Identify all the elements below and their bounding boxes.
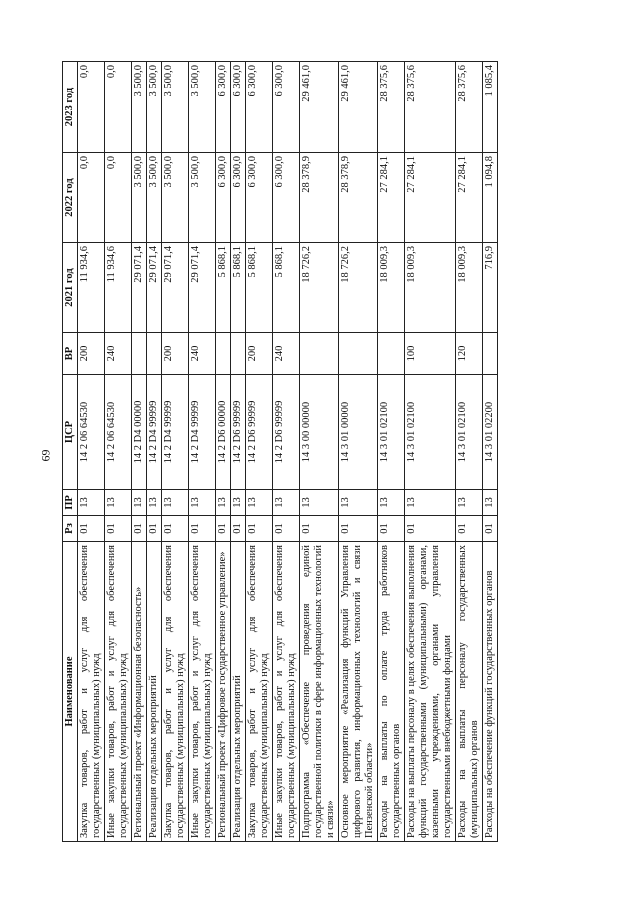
cell-2022: 1 094,8	[483, 153, 498, 243]
cell-2021: 18 009,3	[456, 243, 483, 333]
header-2021: 2021 год	[63, 243, 78, 333]
cell-pr: 13	[456, 490, 483, 516]
cell-rz: 01	[483, 516, 498, 542]
cell-2023: 29 461,0	[339, 62, 378, 153]
cell-vr	[300, 333, 339, 375]
cell-vr: 200	[78, 333, 105, 375]
header-rz: Рз	[63, 516, 78, 542]
header-csr: ЦСР	[63, 375, 78, 490]
table-row	[78, 62, 105, 842]
cell-2023: 3 500,0	[132, 62, 147, 153]
cell-rz: 01	[405, 516, 456, 542]
cell-rz: 01	[132, 516, 147, 542]
cell-pr: 13	[339, 490, 378, 516]
budget-table	[62, 61, 498, 842]
cell-rz: 01	[162, 516, 189, 542]
page-number: 69	[38, 449, 53, 462]
cell-2022: 6 300,0	[246, 153, 273, 243]
cell-2023: 28 375,6	[378, 62, 405, 153]
cell-name: Закупка товаров, работ и услуг для обеспечения государственных (муниципальных) нужд	[162, 542, 189, 842]
cell-name: Реализация отдельных мероприятий	[231, 542, 246, 842]
table-row	[405, 62, 456, 842]
cell-pr: 13	[216, 490, 231, 516]
cell-2023: 29 461,0	[300, 62, 339, 153]
table-row	[189, 62, 216, 842]
table-row	[339, 62, 378, 842]
cell-2022: 0,0	[78, 153, 105, 243]
cell-2022: 27 284,1	[456, 153, 483, 243]
cell-vr: 120	[456, 333, 483, 375]
header-vr: ВР	[63, 333, 78, 375]
cell-vr	[378, 333, 405, 375]
cell-2023: 6 300,0	[216, 62, 231, 153]
cell-csr: 14 2 D6 99999	[273, 375, 300, 490]
cell-csr: 14 3 01 02100	[405, 375, 456, 490]
cell-vr: 200	[246, 333, 273, 375]
cell-pr: 13	[300, 490, 339, 516]
cell-csr: 14 2 D6 99999	[246, 375, 273, 490]
table-row	[378, 62, 405, 842]
cell-csr: 14 3 01 02200	[483, 375, 498, 490]
cell-vr: 200	[162, 333, 189, 375]
cell-2022: 0,0	[105, 153, 132, 243]
table-row	[246, 62, 273, 842]
cell-pr: 13	[273, 490, 300, 516]
cell-pr: 13	[378, 490, 405, 516]
cell-rz: 01	[456, 516, 483, 542]
cell-2023: 3 500,0	[147, 62, 162, 153]
header-pr: ПР	[63, 490, 78, 516]
header-2022: 2022 год	[63, 153, 78, 243]
cell-pr: 13	[189, 490, 216, 516]
cell-csr: 14 2 D4 00000	[132, 375, 147, 490]
cell-name: Закупка товаров, работ и услуг для обеспечения государственных (муниципальных) нужд	[78, 542, 105, 842]
table-row	[231, 62, 246, 842]
cell-2023: 3 500,0	[189, 62, 216, 153]
cell-name: Расходы на выплаты персоналу в целях обеспечения выполнения функций государственными (муниципальными) органами, казенными учреждениями, органами управления государственными внебюджетными фондами	[405, 542, 456, 842]
cell-vr	[147, 333, 162, 375]
cell-pr: 13	[162, 490, 189, 516]
cell-rz: 01	[339, 516, 378, 542]
cell-2022: 3 500,0	[132, 153, 147, 243]
table-row	[300, 62, 339, 842]
cell-2021: 18 726,2	[300, 243, 339, 333]
cell-2022: 6 300,0	[231, 153, 246, 243]
cell-rz: 01	[300, 516, 339, 542]
cell-csr: 14 3 01 02100	[456, 375, 483, 490]
cell-name: Региональный проект «Информационная безопасность»	[132, 542, 147, 842]
table-row	[132, 62, 147, 842]
cell-csr: 14 2 06 64530	[78, 375, 105, 490]
cell-vr: 240	[273, 333, 300, 375]
cell-rz: 01	[246, 516, 273, 542]
cell-2021: 29 071,4	[147, 243, 162, 333]
cell-2022: 28 378,9	[300, 153, 339, 243]
cell-vr: 100	[405, 333, 456, 375]
cell-2023: 3 500,0	[162, 62, 189, 153]
cell-name: Региональный проект «Цифровое государственное управление»	[216, 542, 231, 842]
cell-2021: 5 868,1	[231, 243, 246, 333]
cell-name: Подпрограмма «Обеспечение проведения единой государственной политики в сфере информационных технологий и связи»	[300, 542, 339, 842]
cell-2021: 29 071,4	[189, 243, 216, 333]
cell-name: Закупка товаров, работ и услуг для обеспечения государственных (муниципальных) нужд	[246, 542, 273, 842]
cell-rz: 01	[147, 516, 162, 542]
cell-csr: 14 2 D4 99999	[147, 375, 162, 490]
cell-2022: 28 378,9	[339, 153, 378, 243]
cell-2022: 6 300,0	[216, 153, 231, 243]
cell-2021: 11 934,6	[105, 243, 132, 333]
cell-name: Расходы на выплаты персоналу государственных (муниципальных) органов	[456, 542, 483, 842]
cell-2022: 3 500,0	[162, 153, 189, 243]
cell-rz: 01	[105, 516, 132, 542]
cell-2021: 18 009,3	[405, 243, 456, 333]
cell-pr: 13	[105, 490, 132, 516]
cell-vr: 240	[189, 333, 216, 375]
cell-csr: 14 3 01 02100	[378, 375, 405, 490]
cell-2023: 1 085,4	[483, 62, 498, 153]
header-name: Наименование	[63, 542, 78, 842]
cell-rz: 01	[216, 516, 231, 542]
cell-name: Реализация отдельных мероприятий	[147, 542, 162, 842]
table-row	[105, 62, 132, 842]
cell-2021: 5 868,1	[273, 243, 300, 333]
table-row	[273, 62, 300, 842]
cell-rz: 01	[231, 516, 246, 542]
cell-name: Иные закупки товаров, работ и услуг для обеспечения государственных (муниципальных) нужд	[105, 542, 132, 842]
cell-csr: 14 2 D6 99999	[231, 375, 246, 490]
cell-csr: 14 2 D4 99999	[189, 375, 216, 490]
rotated-page-content	[62, 62, 562, 842]
cell-name: Иные закупки товаров, работ и услуг для обеспечения государственных (муниципальных) нужд	[189, 542, 216, 842]
table-header	[63, 62, 78, 842]
cell-name: Иные закупки товаров, работ и услуг для обеспечения государственных (муниципальных) нужд	[273, 542, 300, 842]
cell-name: Расходы на выплаты по оплате труда работников государственных органов	[378, 542, 405, 842]
cell-csr: 14 2 06 64530	[105, 375, 132, 490]
table-row	[162, 62, 189, 842]
cell-2021: 18 009,3	[378, 243, 405, 333]
cell-2022: 3 500,0	[147, 153, 162, 243]
cell-pr: 13	[483, 490, 498, 516]
cell-2023: 6 300,0	[273, 62, 300, 153]
table-row	[147, 62, 162, 842]
cell-2022: 3 500,0	[189, 153, 216, 243]
cell-2023: 0,0	[78, 62, 105, 153]
cell-2023: 6 300,0	[231, 62, 246, 153]
cell-2021: 29 071,4	[132, 243, 147, 333]
cell-2022: 27 284,1	[405, 153, 456, 243]
header-2023: 2023 год	[63, 62, 78, 153]
cell-2021: 716,9	[483, 243, 498, 333]
cell-csr: 14 2 D4 99999	[162, 375, 189, 490]
cell-2021: 29 071,4	[162, 243, 189, 333]
cell-2021: 18 726,2	[339, 243, 378, 333]
cell-2023: 0,0	[105, 62, 132, 153]
header-row	[63, 62, 78, 842]
cell-name: Основное мероприятие «Реализация функций Управления цифрового развития, информационных технологий и связи Пензенской области»	[339, 542, 378, 842]
cell-2022: 27 284,1	[378, 153, 405, 243]
cell-pr: 13	[405, 490, 456, 516]
cell-pr: 13	[132, 490, 147, 516]
cell-rz: 01	[378, 516, 405, 542]
cell-2021: 5 868,1	[216, 243, 231, 333]
cell-2023: 28 375,6	[456, 62, 483, 153]
cell-rz: 01	[273, 516, 300, 542]
cell-vr	[132, 333, 147, 375]
cell-2023: 28 375,6	[405, 62, 456, 153]
table-row	[216, 62, 231, 842]
cell-rz: 01	[78, 516, 105, 542]
cell-vr: 240	[105, 333, 132, 375]
cell-pr: 13	[78, 490, 105, 516]
cell-csr: 14 3 00 00000	[300, 375, 339, 490]
cell-vr	[216, 333, 231, 375]
table-row	[483, 62, 498, 842]
cell-2022: 6 300,0	[273, 153, 300, 243]
cell-rz: 01	[189, 516, 216, 542]
cell-2021: 11 934,6	[78, 243, 105, 333]
cell-pr: 13	[231, 490, 246, 516]
cell-csr: 14 3 01 00000	[339, 375, 378, 490]
cell-vr	[483, 333, 498, 375]
cell-pr: 13	[246, 490, 273, 516]
cell-csr: 14 2 D6 00000	[216, 375, 231, 490]
cell-name: Расходы на обеспечение функций государственных органов	[483, 542, 498, 842]
cell-2023: 6 300,0	[246, 62, 273, 153]
cell-vr	[231, 333, 246, 375]
cell-2021: 5 868,1	[246, 243, 273, 333]
cell-pr: 13	[147, 490, 162, 516]
table-row	[456, 62, 483, 842]
table-body	[78, 62, 498, 842]
cell-vr	[339, 333, 378, 375]
